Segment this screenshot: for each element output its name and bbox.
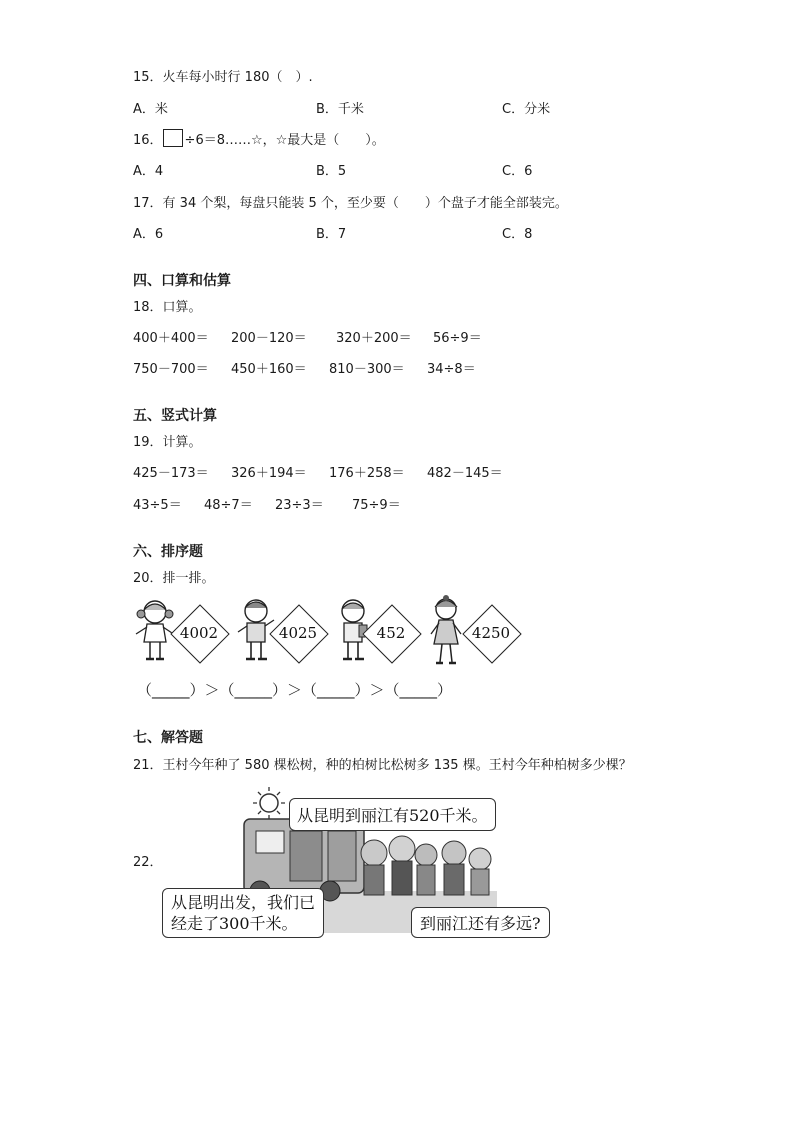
calc-18-1: 400＋400＝ [133,331,209,346]
diamond-number-3: 452 [376,624,406,642]
diamond-number-2: 4025 [278,624,318,642]
calc-18-4: 56÷9＝ [433,331,482,346]
section-6-heading: 六、排序题 [133,544,203,560]
question-15-text: 15．火车每小时行 180（ ）. [133,70,313,85]
question-22-number: 22． [133,855,163,870]
speech-bubble-left [162,888,324,938]
diamond-3 [363,605,419,661]
question-16-number: 16． [133,133,163,148]
calc-18-2: 200－120＝ [231,331,307,346]
calc-19-3: 176＋258＝ [329,466,405,481]
speech-bubble-left-line2: 经走了300千米。 [171,914,298,933]
diamond-number-4: 4250 [471,624,511,642]
diamond-1 [171,605,227,661]
blank-box [163,129,183,147]
q16-option-c: C．6 [502,164,533,179]
girl-figure-2 [425,594,467,668]
calc-18-8: 34÷8＝ [427,362,476,377]
q15-option-b: B．千米 [316,102,364,117]
speech-bubble-top: 从昆明到丽江有520千米。 [289,798,496,831]
q17-option-b: B．7 [316,227,347,242]
question-20-title: 20．排一排。 [133,571,215,586]
diamond-2 [270,605,326,661]
calc-19-1: 425－173＝ [133,466,209,481]
diamond-4 [463,605,519,661]
speech-bubble-left-line1: 从昆明出发，我们已 [171,893,316,912]
speech-bubble-right: 到丽江还有多远? [411,907,550,938]
question-19-title: 19．计算。 [133,435,202,450]
section-7-heading: 七、解答题 [133,730,203,746]
section-5-heading: 五、竖式计算 [133,408,217,424]
q15-option-c: C．分米 [502,102,551,117]
calc-18-5: 750－700＝ [133,362,209,377]
question-16 [133,129,385,148]
calc-19-8: 75÷9＝ [352,498,401,513]
question-17-text: 17．有 34 个梨，每盘只能装 5 个，至少要（ ）个盘子才能全部装完。 [133,196,568,211]
calc-18-3: 320＋200＝ [336,331,412,346]
calc-19-2: 326＋194＝ [231,466,307,481]
calc-18-6: 450＋160＝ [231,362,307,377]
question-18-title: 18．口算。 [133,300,202,315]
calc-19-4: 482－145＝ [427,466,503,481]
question-21-text: 21．王村今年种了 580 棵松树，种的柏树比松树多 135 棵。王村今年种柏树多少棵？ [133,758,632,773]
q17-option-c: C．8 [502,227,533,242]
q16-option-a: A．4 [133,164,164,179]
calc-19-7: 23÷3＝ [275,498,324,513]
question-16-text: ÷6＝8……☆，☆最大是（ ）。 [184,133,385,148]
ordering-blanks: （_____）＞（_____）＞（_____）＞（_____） [137,681,453,699]
section-4-heading: 四、口算和估算 [133,273,231,289]
calc-19-6: 48÷7＝ [204,498,253,513]
calc-19-5: 43÷5＝ [133,498,182,513]
calc-18-7: 810－300＝ [329,362,405,377]
q16-option-b: B．5 [316,164,347,179]
diamond-number-1: 4002 [179,624,219,642]
q17-option-a: A．6 [133,227,164,242]
q15-option-a: A．米 [133,102,168,117]
